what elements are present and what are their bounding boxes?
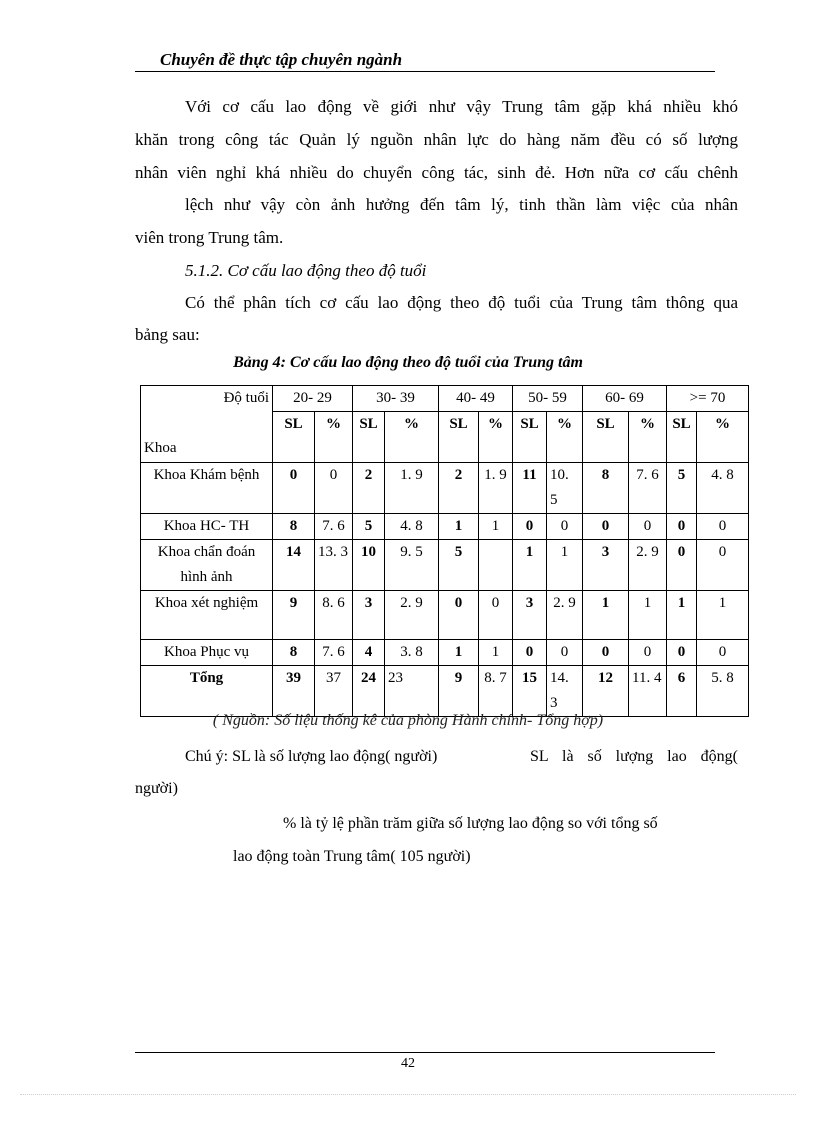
cell-sl: 8 [583, 463, 629, 514]
age-group-header: 50- 59 [513, 386, 583, 412]
cell-sl: 10 [353, 540, 385, 591]
table-source: ( Nguồn: Số liệu thống kê của phòng Hành chính- Tổng hợp) [212, 712, 604, 729]
cell-percent: 2. 9 [385, 591, 439, 640]
cell-percent: 0 [697, 514, 749, 540]
cell-sl: 5 [667, 463, 697, 514]
department-name: Khoa chẩn đoán hình ảnh [141, 540, 273, 591]
cell-percent: 7. 6 [315, 514, 353, 540]
cell-sl: 0 [513, 514, 547, 540]
department-name: Khoa xét nghiệm [141, 591, 273, 640]
cell-sl: 11 [513, 463, 547, 514]
age-group-header: 20- 29 [273, 386, 353, 412]
paragraph-1-line: viên trong Trung tâm. [135, 228, 284, 247]
cell-sl: 2 [353, 463, 385, 514]
cell-percent: 0 [479, 591, 513, 640]
footer-rule [135, 1052, 715, 1053]
sl-header: SL [273, 412, 315, 463]
paragraph-1-line: khăn trong công tác Quản lý nguồn nhân lực do hàng năm đều có số lượng [135, 130, 738, 149]
age-structure-table [140, 385, 749, 717]
table-row [141, 463, 749, 514]
cell-percent: 7. 6 [315, 640, 353, 666]
cell-percent: 2. 9 [629, 540, 667, 591]
cell-percent: 1 [547, 540, 583, 591]
department-name: Khoa Phục vụ [141, 640, 273, 666]
cell-percent: 4. 8 [385, 514, 439, 540]
paragraph-2-line: Có thể phân tích cơ cấu lao động theo độ tuổi của Trung tâm thông qua [185, 293, 738, 312]
cell-percent: 1 [697, 591, 749, 640]
age-group-header: 30- 39 [353, 386, 439, 412]
paragraph-1-line: Với cơ cấu lao động về giới như vậy Trung tâm gặp khá nhiều khó [185, 97, 738, 116]
cell-sl: 0 [273, 463, 315, 514]
cell-sl: 3 [353, 591, 385, 640]
percent-header: % [629, 412, 667, 463]
page-number: 42 [401, 1056, 415, 1071]
cell-sl: 3 [513, 591, 547, 640]
cell-sl: 0 [583, 514, 629, 540]
cell-percent: 0 [547, 640, 583, 666]
cell-sl: 39 [273, 666, 315, 717]
cell-sl: 8 [273, 514, 315, 540]
cell-percent: 4. 8 [697, 463, 749, 514]
cell-sl: 5 [353, 514, 385, 540]
cell-percent: 0 [697, 640, 749, 666]
section-heading: 5.1.2. Cơ cấu lao động theo độ tuổi [185, 261, 427, 280]
table-row [141, 591, 749, 640]
cell-sl: 3 [583, 540, 629, 591]
cell-percent: 7. 6 [629, 463, 667, 514]
percent-header: % [479, 412, 513, 463]
table-row [141, 540, 749, 591]
cell-sl: 4 [353, 640, 385, 666]
cell-sl: 2 [439, 463, 479, 514]
cell-sl: 6 [667, 666, 697, 717]
department-name: Khoa Khám bệnh [141, 463, 273, 514]
cell-percent: 14. 3 [547, 666, 583, 717]
department-name: Khoa HC- TH [141, 514, 273, 540]
cell-sl: 15 [513, 666, 547, 717]
cell-percent: 1. 9 [385, 463, 439, 514]
cell-percent: 3. 8 [385, 640, 439, 666]
cell-sl: 0 [667, 514, 697, 540]
sl-header: SL [513, 412, 547, 463]
cell-percent: 1 [629, 591, 667, 640]
cell-sl: 5 [439, 540, 479, 591]
cell-sl: 9 [273, 591, 315, 640]
sl-header: SL [439, 412, 479, 463]
table-corner-cell [141, 386, 273, 463]
cell-percent: 5. 8 [697, 666, 749, 717]
cell-percent: 2. 9 [547, 591, 583, 640]
cell-percent: 10. 5 [547, 463, 583, 514]
page-bottom-border [20, 1094, 796, 1095]
cell-sl: 0 [513, 640, 547, 666]
cell-sl: 9 [439, 666, 479, 717]
note-line: SL là số lượng lao động( [530, 748, 738, 765]
percent-header: % [697, 412, 749, 463]
cell-percent: 9. 5 [385, 540, 439, 591]
table-total-row [141, 666, 749, 717]
cell-percent: 0 [629, 640, 667, 666]
note-line: lao động toàn Trung tâm( 105 người) [233, 848, 471, 865]
cell-percent: 0 [697, 540, 749, 591]
age-group-header: >= 70 [667, 386, 749, 412]
cell-sl: 12 [583, 666, 629, 717]
cell-percent: 8. 7 [479, 666, 513, 717]
sl-header: SL [667, 412, 697, 463]
cell-sl: 1 [513, 540, 547, 591]
cell-sl: 8 [273, 640, 315, 666]
cell-percent: 0 [629, 514, 667, 540]
cell-percent: 8. 6 [315, 591, 353, 640]
percent-header: % [547, 412, 583, 463]
cell-percent [479, 540, 513, 591]
table-caption: Bảng 4: Cơ cấu lao động theo độ tuổi của Trung tâm [233, 354, 583, 371]
table-header-row [141, 386, 749, 412]
age-group-header: 60- 69 [583, 386, 667, 412]
table-row [141, 640, 749, 666]
cell-percent: 37 [315, 666, 353, 717]
cell-sl: 0 [667, 540, 697, 591]
cell-percent: 13. 3 [315, 540, 353, 591]
note-line: Chú ý: SL là số lượng lao động( người) [185, 748, 438, 765]
corner-department-label: Khoa [144, 440, 177, 456]
header-rule [135, 71, 715, 72]
percent-header: % [315, 412, 353, 463]
cell-sl: 24 [353, 666, 385, 717]
paragraph-2-line: bảng sau: [135, 325, 200, 344]
cell-sl: 0 [667, 640, 697, 666]
paragraph-1-line: nhân viên nghỉ khá nhiều do chuyển công tác, sinh đẻ. Hơn nữa cơ cấu chênh [135, 163, 738, 182]
note-line: % là tỷ lệ phần trăm giữa số lượng lao động so với tổng số [283, 815, 658, 832]
total-label: Tổng [141, 666, 273, 717]
cell-percent: 0 [315, 463, 353, 514]
cell-percent: 11. 4 [629, 666, 667, 717]
page-header-title: Chuyên đề thực tập chuyên ngành [160, 50, 403, 69]
age-group-header: 40- 49 [439, 386, 513, 412]
corner-age-label: Độ tuổi [223, 390, 269, 406]
cell-percent: 1. 9 [479, 463, 513, 514]
cell-percent: 1 [479, 514, 513, 540]
sl-header: SL [583, 412, 629, 463]
cell-sl: 1 [583, 591, 629, 640]
cell-percent: 0 [547, 514, 583, 540]
percent-header: % [385, 412, 439, 463]
cell-percent: 23 [385, 666, 439, 717]
cell-sl: 1 [439, 640, 479, 666]
cell-percent: 1 [479, 640, 513, 666]
cell-sl: 14 [273, 540, 315, 591]
table-row [141, 514, 749, 540]
cell-sl: 1 [439, 514, 479, 540]
paragraph-1-line: lệch như vậy còn ảnh hưởng đến tâm lý, tinh thần làm việc của nhân [185, 195, 738, 214]
cell-sl: 0 [583, 640, 629, 666]
cell-sl: 1 [667, 591, 697, 640]
cell-sl: 0 [439, 591, 479, 640]
note-line: người) [135, 780, 178, 797]
sl-header: SL [353, 412, 385, 463]
